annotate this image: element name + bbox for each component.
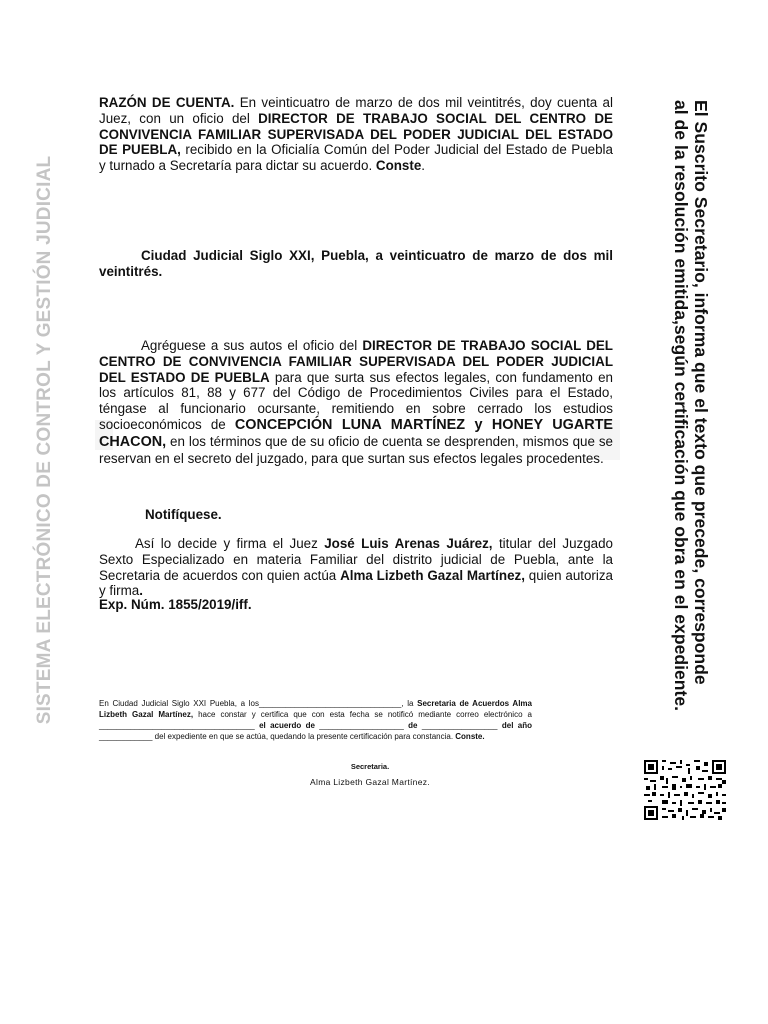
razon-text-1: En veinticuatro de marzo de dos mil veintitrés, doy cuenta al Juez, con un oficio del bbox=[99, 95, 613, 126]
razon-heading: RAZÓN DE CUENTA. bbox=[99, 95, 235, 110]
cert-bold-3: de bbox=[408, 721, 418, 730]
agreguese-bold-names: CONCEPCIÓN LUNA MARTÍNEZ y HONEY UGARTE CHACON, bbox=[99, 416, 613, 450]
side-note-line-2: al de la resolución emitida,según certificación que obra en el expediente. bbox=[671, 100, 691, 712]
agreguese-text-2: para que surta sus efectos legales, con fundamento en los artículos 81, 88 y 677 del Código de Procedimientos Civiles para el Estado, téngase al funcionario ocursante, remitiendo en sobre cerrado los estudios socioeconómicos de bbox=[99, 369, 613, 432]
cert-text-2: hace constar y certifica que con esta fecha se notificó mediante correo electrónico a ___________________________________ bbox=[99, 710, 532, 730]
side-note-line-1: El Suscrito Secretario, informa que el texto que precede, corresponde bbox=[691, 100, 711, 685]
cert-text-5: ____________ del expediente en que se actúa, quedando la presente certificación para constancia. bbox=[99, 732, 456, 741]
cert-bold-5: Conste. bbox=[455, 732, 485, 741]
decide-paragraph bbox=[99, 536, 613, 599]
expediente-number: Exp. Núm. 1855/2019/iff. bbox=[99, 597, 252, 612]
razon-end: . bbox=[421, 158, 426, 174]
secretaria-name: Alma Lizbeth Gazal Martínez. bbox=[310, 777, 430, 787]
cert-text-3: ___________________ bbox=[314, 721, 409, 730]
razon-conste: Conste bbox=[375, 158, 422, 174]
cert-bold-2: el acuerdo de bbox=[259, 721, 315, 730]
cert-bold-1: Secretaria de Acuerdos Alma Lizbeth Gazal Martínez, bbox=[99, 699, 532, 719]
agreguese-text-3: en los términos que de su oficio de cuenta se desprenden, mismos que se reservan en el secreto del juzgado, para que surtan sus efectos legales procedentes. bbox=[99, 433, 613, 466]
city-date-line: Ciudad Judicial Siglo XXI, Puebla, a veinticuatro de marzo de dos mil veintitrés. bbox=[99, 248, 613, 279]
secretaria-label: Secretaria. bbox=[350, 762, 390, 771]
qr-code-icon bbox=[644, 760, 726, 820]
cert-text-4: _________________ bbox=[417, 721, 502, 730]
agreguese-bold-1: DIRECTOR DE TRABAJO SOCIAL DEL CENTRO DE CONVIVENCIA FAMILIAR SUPERVISADA DEL PODER JUDICIAL DEL ESTADO DE PUEBLA bbox=[99, 338, 613, 385]
decide-text-2: titular del Juzgado Sexto Especializado en materia Familiar del distrito judicial de Puebla, ante la Secretaria de acuerdos con quien actúa bbox=[99, 536, 614, 583]
decide-secretary-name: Alma Lizbeth Gazal Martínez, bbox=[340, 567, 525, 583]
notifiquese-heading: Notifíquese. bbox=[145, 507, 222, 522]
cert-bold-4: del año bbox=[501, 721, 532, 730]
decide-end: . bbox=[139, 583, 143, 599]
razon-de-cuenta-paragraph bbox=[99, 95, 613, 174]
agreguese-paragraph bbox=[99, 338, 613, 466]
agreguese-text-1: Agréguese a sus autos el oficio del bbox=[141, 338, 363, 353]
decide-judge-name: José Luis Arenas Juárez, bbox=[324, 536, 493, 551]
side-stamp-left-text: SISTEMA ELECTRÓNICO DE CONTROL Y GESTIÓN JUDICIAL bbox=[34, 155, 55, 725]
decide-text-1: Así lo decide y firma el Juez bbox=[135, 536, 325, 551]
decide-text-3: quien autoriza y firma bbox=[99, 567, 614, 599]
razon-bold-1: DIRECTOR DE TRABAJO SOCIAL DEL CENTRO DE CONVIVENCIA FAMILIAR SUPERVISADA DEL PODER JUDICIAL DEL ESTADO DE PUEBLA, bbox=[99, 110, 613, 158]
certification-paragraph bbox=[99, 698, 532, 742]
razon-text-2: recibido en la Oficialía Común del Poder Judicial del Estado de Puebla y turnado a Secretaría para dictar su acuerdo. bbox=[99, 142, 613, 174]
cert-text-1: En Ciudad Judicial Siglo XXI Puebla, a los________________________________, la bbox=[99, 699, 418, 708]
